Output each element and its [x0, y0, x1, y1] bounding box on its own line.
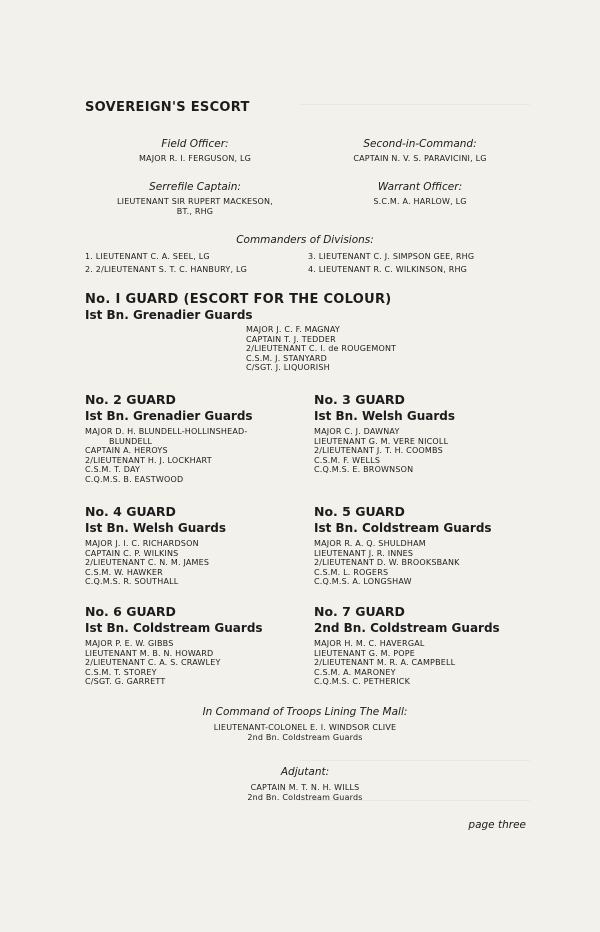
- guard-7-title: No. 7 GUARD: [314, 604, 405, 619]
- guard-member: LIEUTENANT M. B. N. HOWARD: [85, 648, 214, 658]
- guard-1-members: [246, 325, 396, 373]
- guard-member: 2/LIEUTENANT C. I. de ROUGEMONT: [246, 344, 397, 354]
- guard-member: LIEUTENANT G. M. POPE: [314, 648, 416, 658]
- guard-member: C.S.M. L. ROGERS: [314, 567, 389, 577]
- guard-member: 2/LIEUTENANT J. T. H. COOMBS: [314, 446, 443, 456]
- guard-member: C.S.M. T. STOREY: [85, 667, 157, 677]
- guard-6-members: [85, 639, 221, 687]
- section-title: SOVEREIGN'S ESCORT: [85, 100, 250, 115]
- warrant-officer-name: S.C.M. A. HARLOW, LG: [373, 197, 467, 206]
- guard-4-unit: Ist Bn. Welsh Guards: [85, 521, 227, 535]
- commanders-label: Commanders of Divisions:: [236, 234, 374, 246]
- guard-7-members: [314, 639, 455, 687]
- guard-member: C.S.M. A. MARONEY: [314, 667, 396, 677]
- adjutant-label: Adjutant:: [280, 766, 330, 778]
- guard-2-unit: Ist Bn. Grenadier Guards: [85, 409, 253, 423]
- serrefile-label: Serrefile Captain:: [149, 181, 241, 193]
- guard-member: 2/LIEUTENANT C. N. M. JAMES: [85, 558, 210, 568]
- guard-member: 2/LIEUTENANT C. A. S. CRAWLEY: [85, 658, 221, 668]
- guard-member: 2/LIEUTENANT H. J. LOCKHART: [85, 455, 212, 465]
- guard-3-unit: Ist Bn. Welsh Guards: [314, 409, 456, 423]
- guard-5-members: [314, 539, 460, 587]
- division-1: 1. LIEUTENANT C. A. SEEL, LG: [85, 252, 210, 261]
- mall-command-label: In Command of Troops Lining The Mall:: [202, 706, 408, 718]
- guard-4-title: No. 4 GUARD: [85, 504, 176, 519]
- page-number: page three: [468, 819, 526, 831]
- guard-member: CAPTAIN T. J. TEDDER: [246, 334, 336, 344]
- guard-4-members: [85, 539, 209, 587]
- guard-member: CAPTAIN A. HEROYS: [85, 446, 168, 456]
- guard-member: C.Q.M.S. B. EASTWOOD: [85, 474, 184, 484]
- show-through: [300, 104, 530, 105]
- guard-member: LIEUTENANT J. R. INNES: [314, 548, 414, 558]
- serrefile-name-line2: BT., RHG: [176, 207, 214, 216]
- guard-6-title: No. 6 GUARD: [85, 604, 176, 619]
- guard-1-title: No. I GUARD (ESCORT FOR THE COLOUR): [85, 292, 392, 307]
- guard-member: MAJOR P. E. W. GIBBS: [85, 639, 174, 648]
- serrefile-name-line1: LIEUTENANT SIR RUPERT MACKESON,: [116, 197, 273, 206]
- guard-member: MAJOR R. A. Q. SHULDHAM: [314, 539, 426, 548]
- guard-member: C/SGT. J. LIQUORISH: [246, 363, 330, 373]
- guard-member: CAPTAIN C. P. WILKINS: [85, 548, 179, 558]
- show-through: [300, 760, 530, 761]
- guard-member: C.S.M. T. DAY: [85, 465, 141, 475]
- guard-2-title: No. 2 GUARD: [85, 392, 176, 407]
- guard-7-unit: 2nd Bn. Coldstream Guards: [314, 621, 500, 635]
- division-4: 4. LIEUTENANT R. C. WILKINSON, RHG: [308, 265, 468, 274]
- guard-member: MAJOR D. H. BLUNDELL-HOLLINSHEAD-: [85, 427, 248, 436]
- second-in-command-name: CAPTAIN N. V. S. PARAVICINI, LG: [353, 154, 487, 163]
- guard-member: C.S.M. J. STANYARD: [246, 353, 328, 363]
- field-officer-name: MAJOR R. I. FERGUSON, LG: [138, 154, 252, 163]
- second-in-command-label: Second-in-Command:: [363, 138, 477, 150]
- guard-member: 2/LIEUTENANT D. W. BROOKSBANK: [314, 558, 460, 568]
- guard-5-unit: Ist Bn. Coldstream Guards: [314, 521, 492, 535]
- guard-member: MAJOR J. C. F. MAGNAY: [246, 325, 341, 334]
- guard-3-title: No. 3 GUARD: [314, 392, 405, 407]
- guard-2-members: [85, 427, 247, 485]
- guard-member: LIEUTENANT G. M. VERE NICOLL: [314, 436, 449, 446]
- field-officer-label: Field Officer:: [161, 138, 229, 150]
- guard-6-unit: Ist Bn. Coldstream Guards: [85, 621, 263, 635]
- guard-member: C.Q.M.S. C. PETHERICK: [314, 677, 411, 687]
- guard-member: MAJOR C. J. DAWNAY: [314, 427, 400, 436]
- guard-member: C.Q.M.S. R. SOUTHALL: [85, 577, 179, 587]
- mall-command-unit: 2nd Bn. Coldstream Guards: [247, 733, 363, 742]
- adjutant-unit: 2nd Bn. Coldstream Guards: [247, 793, 363, 802]
- guard-member: MAJOR H. M. C. HAVERGAL: [314, 639, 425, 648]
- warrant-officer-label: Warrant Officer:: [377, 181, 463, 193]
- guard-member: BLUNDELL: [109, 436, 153, 446]
- guard-3-members: [314, 427, 448, 475]
- division-3: 3. LIEUTENANT C. J. SIMPSON GEE, RHG: [308, 252, 475, 261]
- guard-member: MAJOR J. I. C. RICHARDSON: [85, 539, 199, 548]
- guard-member: 2/LIEUTENANT M. R. A. CAMPBELL: [314, 658, 456, 668]
- guard-member: C.Q.M.S. E. BROWNSON: [314, 465, 414, 475]
- guard-1-unit: Ist Bn. Grenadier Guards: [85, 308, 253, 322]
- guard-member: C.S.M. F. WELLS: [314, 455, 381, 465]
- adjutant-name: CAPTAIN M. T. N. H. WILLS: [250, 783, 360, 792]
- guard-member: C/SGT. G. GARRETT: [85, 677, 166, 687]
- guard-member: C.Q.M.S. A. LONGSHAW: [314, 577, 412, 587]
- mall-command-name: LIEUTENANT-COLONEL E. I. WINDSOR CLIVE: [213, 723, 397, 732]
- guard-member: C.S.M. W. HAWKER: [85, 567, 163, 577]
- division-2: 2. 2/LIEUTENANT S. T. C. HANBURY, LG: [85, 265, 248, 274]
- guard-5-title: No. 5 GUARD: [314, 504, 405, 519]
